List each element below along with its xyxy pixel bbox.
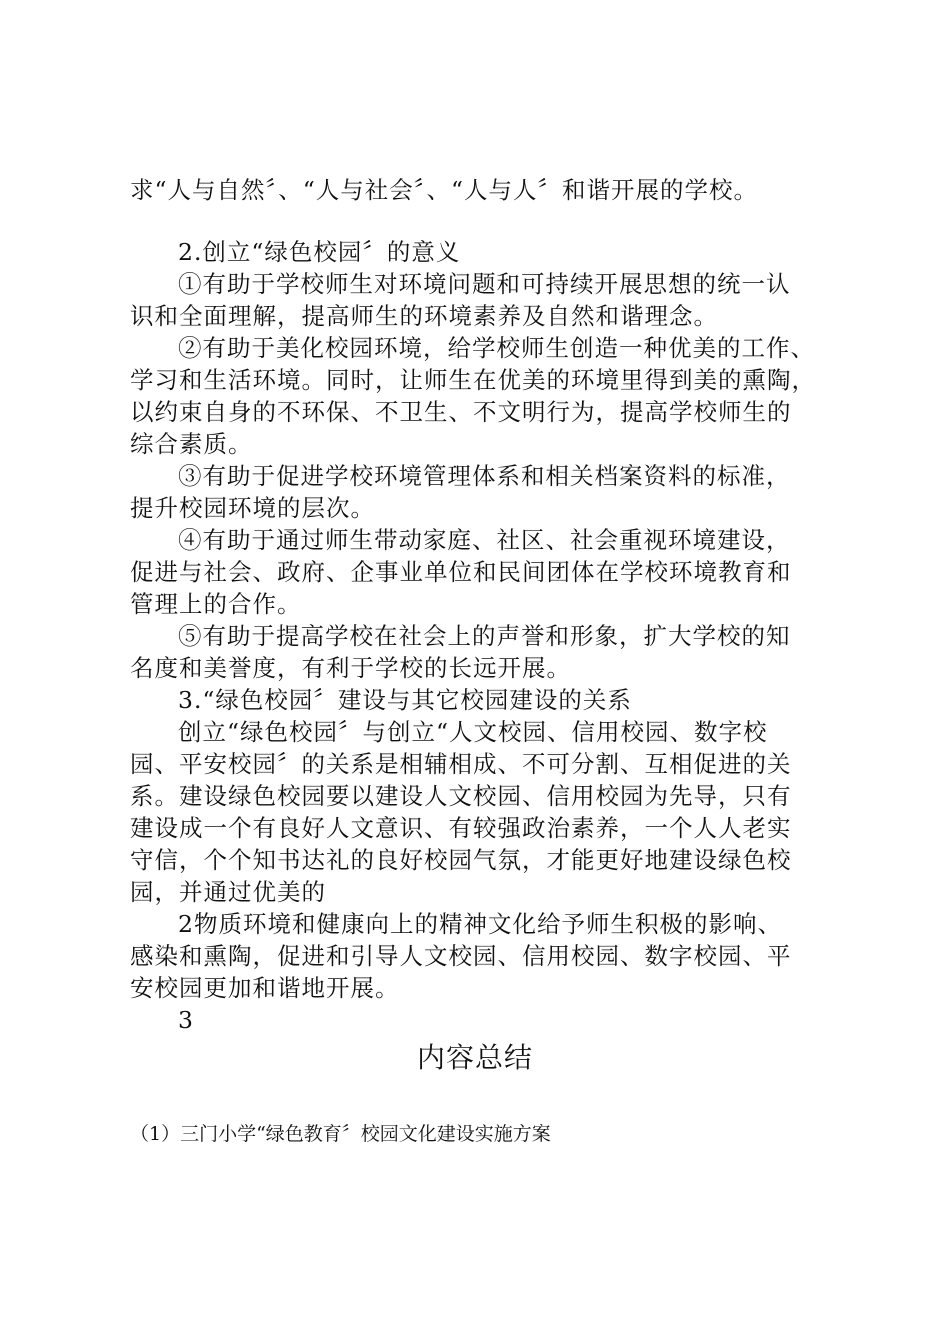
text-line: 创立“绿色校园〞与创立“人文校园、信用校园、数字校 <box>178 718 768 746</box>
text-line: 提升校园环境的层次。 <box>130 494 375 522</box>
text-line: 促进与社会、政府、企事业单位和民间团体在学校环境教育和 <box>130 558 792 586</box>
text-line: 学习和生活环境。同时，让师生在优美的环境里得到美的熏陶， <box>130 366 816 394</box>
text-line: 管理上的合作。 <box>130 590 302 618</box>
text-line: ②有助于美化校园环境，给学校师生创造一种优美的工作、 <box>178 334 815 362</box>
summary-title: 内容总结 <box>416 1041 533 1074</box>
text-line: 求“人与自然〞、“人与社会〞、“人与人〞和谐开展的学校。 <box>130 176 759 204</box>
text-line: 安校园更加和谐地开展。 <box>130 974 400 1002</box>
section-heading: 3.“绿色校园〞建设与其它校园建设的关系 <box>178 686 632 714</box>
text-line: 以约束自身的不环保、不卫生、不文明行为，提高学校师生的 <box>130 398 792 426</box>
text-line: 名度和美誉度，有利于学校的长远开展。 <box>130 654 571 682</box>
page-number: 3 <box>178 1006 194 1034</box>
text-line: ①有助于学校师生对环境问题和可持续开展思想的统一认 <box>178 270 791 298</box>
summary-item: （1）三门小学“绿色教育〞校园文化建设实施方案 <box>130 1123 551 1145</box>
text-line: ④有助于通过师生带动家庭、社区、社会重视环境建设， <box>178 526 791 554</box>
text-line: ③有助于促进学校环境管理体系和相关档案资料的标准， <box>178 462 791 490</box>
text-line: 守信，个个知书达礼的良好校园气氛，才能更好地建设绿色校 <box>130 846 792 874</box>
text-line: 识和全面理解，提高师生的环境素养及自然和谐理念。 <box>130 302 718 330</box>
text-line: ⑤有助于提高学校在社会上的声誉和形象，扩大学校的知 <box>178 622 791 650</box>
text-line: 感染和熏陶，促进和引导人文校园、信用校园、数字校园、平 <box>130 942 792 970</box>
section-heading: 2.创立“绿色校园〞的意义 <box>178 238 461 266</box>
text-line: 2物质环境和健康向上的精神文化给予师生积极的影响、 <box>178 910 782 938</box>
text-line: 园、平安校园〞的关系是相辅相成、不可分割、互相促进的关 <box>130 750 792 778</box>
text-line: 综合素质。 <box>130 430 253 458</box>
text-line: 系。建设绿色校园要以建设人文校园、信用校园为先导，只有 <box>130 782 792 810</box>
text-line: 建设成一个有良好人文意识、有较强政治素养，一个人人老实 <box>130 814 792 842</box>
text-line: 园，并通过优美的 <box>130 878 326 906</box>
